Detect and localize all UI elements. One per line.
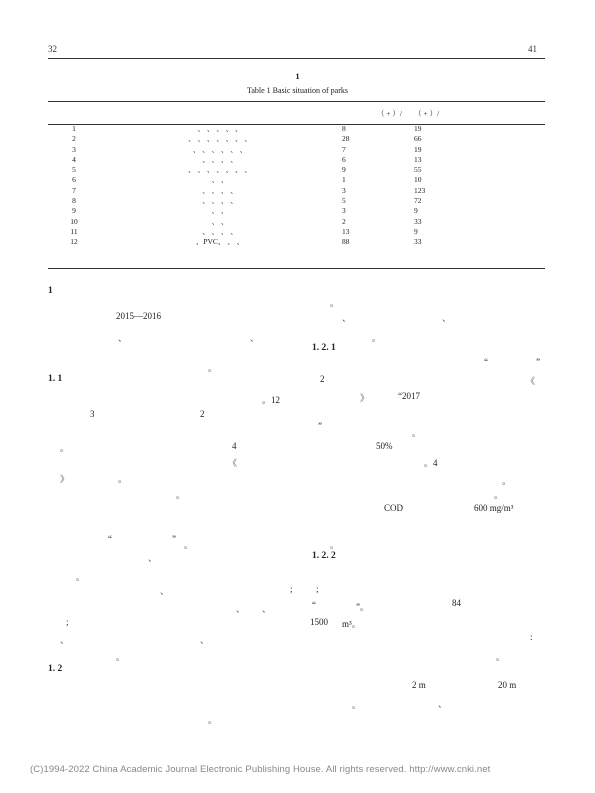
body-text: 、 [236,604,246,614]
park-name: 、 、 、 、 [202,196,238,206]
body-text: 2 [200,409,205,419]
value-b: 33 [414,216,422,226]
column-header: （ + ）/ [414,109,440,118]
section-heading-1-2: 1. 2 [48,664,63,674]
park-name: 、 、 、 、 、 [197,124,243,133]
value-b: 72 [414,196,422,206]
value-a: 13 [342,226,350,236]
page-number: 32 [48,44,57,54]
body-text: 。 [208,715,218,725]
parks-table [48,104,545,248]
body-text: 《 [228,458,238,468]
body-text: 、 [60,635,70,645]
park-name: 、 、 [211,175,229,185]
row-number: 6 [72,175,76,185]
value-a: 3 [342,185,346,195]
table-row [48,155,545,165]
park-name: 、 、 [211,216,229,226]
row-number: 4 [72,154,76,164]
value-a: 3 [342,206,346,216]
value-a: 2 [342,216,346,226]
column-header [48,104,100,124]
row-number: 9 [72,206,76,216]
body-text: 20 m [498,680,517,690]
body-text: 50% [376,441,393,451]
body-text: ” [172,534,176,544]
value-a: 88 [342,237,350,247]
section-heading-1-2-2: 1. 2. 2 [312,551,336,561]
body-text: 4 [232,441,237,451]
body-text: 。 [76,572,86,582]
park-name: 、 、 、 、 [202,226,238,236]
body-text: ; [66,617,69,627]
body-text: 600 mg/m³ [474,503,514,513]
body-text: m³。 [342,619,361,629]
table-row [48,145,545,155]
body-text: 3 [90,409,95,419]
row-number: 12 [70,237,78,247]
body-text: 。 [208,363,218,373]
row-number: 2 [72,134,76,144]
body-text: ” [318,421,322,431]
section-heading-1-2-1: 1. 2. 1 [312,343,336,353]
body-text: “ [108,534,112,544]
body-text: 。 [496,652,506,662]
body-text: : [530,632,533,642]
value-a: 5 [342,196,346,206]
body-text: 》 [60,474,70,484]
body-text: ; [290,584,293,594]
body-text: 2 [320,374,325,384]
park-name: 、 、 、 、 、 、 [192,144,248,154]
body-text: 、 [438,699,448,709]
value-b: 55 [414,165,422,175]
column-header [100,104,340,124]
body-text: 、 [118,333,128,343]
journal-volume: 41 [528,44,537,54]
table-row [48,237,545,247]
table-row [48,206,545,216]
value-a: 9 [342,165,346,175]
column-header: （ + ）/ [376,109,402,118]
body-text: 《 [526,376,536,386]
park-name: 、PVC、 、 、 [195,237,245,247]
body-text: 、 [262,604,272,614]
body-text: COD [384,503,404,513]
body-text: 。 [60,443,70,453]
value-a: 1 [342,175,346,185]
table-row [48,217,545,227]
body-text: “ [484,357,488,367]
row-number: 7 [72,185,76,195]
section-heading-1-1: 1. 1 [48,374,63,384]
body-text: 、 [442,313,452,323]
value-b: 13 [414,154,422,164]
section-heading-1: 1 [48,286,53,296]
table-row [48,196,545,206]
table-bottom-rule [48,268,545,269]
body-text: 2015—2016 [116,311,161,321]
park-name: 、 、 、 、 [202,154,238,164]
body-text: ”。 [356,602,369,612]
body-text: 。12 [262,395,281,405]
value-a: 28 [342,134,350,144]
body-text: 、 [148,553,158,563]
body-text: 。4 [424,458,438,468]
park-name: 、 、 、 、 、 、 、 [188,134,252,144]
body-text: 。 [330,298,340,308]
value-b: 33 [414,237,422,247]
row-number: 8 [72,196,76,206]
table-row [48,134,545,144]
row-number: 10 [70,216,78,226]
body-text: 。 [352,700,362,710]
copyright-footer: (C)1994-2022 China Academic Journal Electronic Publishing House. All rights reserved. http://www.cnki.net [30,764,491,775]
row-number: 5 [72,165,76,175]
body-text: 、 [160,586,170,596]
body-text: 。 [372,333,382,343]
row-number: 11 [70,226,78,236]
table-caption: Table 1 Basic situation of parks [247,86,348,95]
body-text: 。 [118,474,128,484]
row-number: 3 [72,144,76,154]
body-text: “2017 [398,391,420,401]
value-a: 6 [342,154,346,164]
park-name: 、 、 [211,206,229,216]
body-text: ; [316,584,319,594]
body-text: 。 [494,490,504,500]
value-b: 19 [414,144,422,154]
table-top-rule [48,101,545,102]
body-text: 、 [342,313,352,323]
park-name: 、 、 、 、 、 、 、 [188,165,252,175]
header-rule [48,58,545,59]
body-text: 1500 [310,617,328,627]
table-row [48,227,545,237]
body-text: 、 [200,635,210,645]
value-b: 19 [414,124,422,133]
table-row [48,165,545,175]
table-row [48,175,545,185]
value-b: 9 [414,226,418,236]
table-row [48,124,545,134]
park-name: 、 、 、 、 [202,185,238,195]
body-text: “ [312,600,316,610]
value-a: 7 [342,144,346,154]
value-b: 9 [414,206,418,216]
body-text: 、 [250,333,260,343]
value-a: 8 [342,124,346,133]
body-text: 84 [452,598,461,608]
row-number: 1 [72,124,76,133]
body-text: 。 [176,490,186,500]
body-text: ” [536,357,540,367]
body-text: 》 [360,393,370,403]
body-text: 。 [412,428,422,438]
value-b: 66 [414,134,422,144]
body-text: 。 [116,652,126,662]
table-row [48,186,545,196]
body-text: 2 m [412,680,426,690]
body-text: 。 [502,476,512,486]
body-text: 。 [330,540,340,550]
value-b: 123 [414,185,426,195]
table-header-row [48,104,545,124]
body-text: 。 [184,540,194,550]
table-number: 1 [295,71,300,81]
value-b: 10 [414,175,422,185]
